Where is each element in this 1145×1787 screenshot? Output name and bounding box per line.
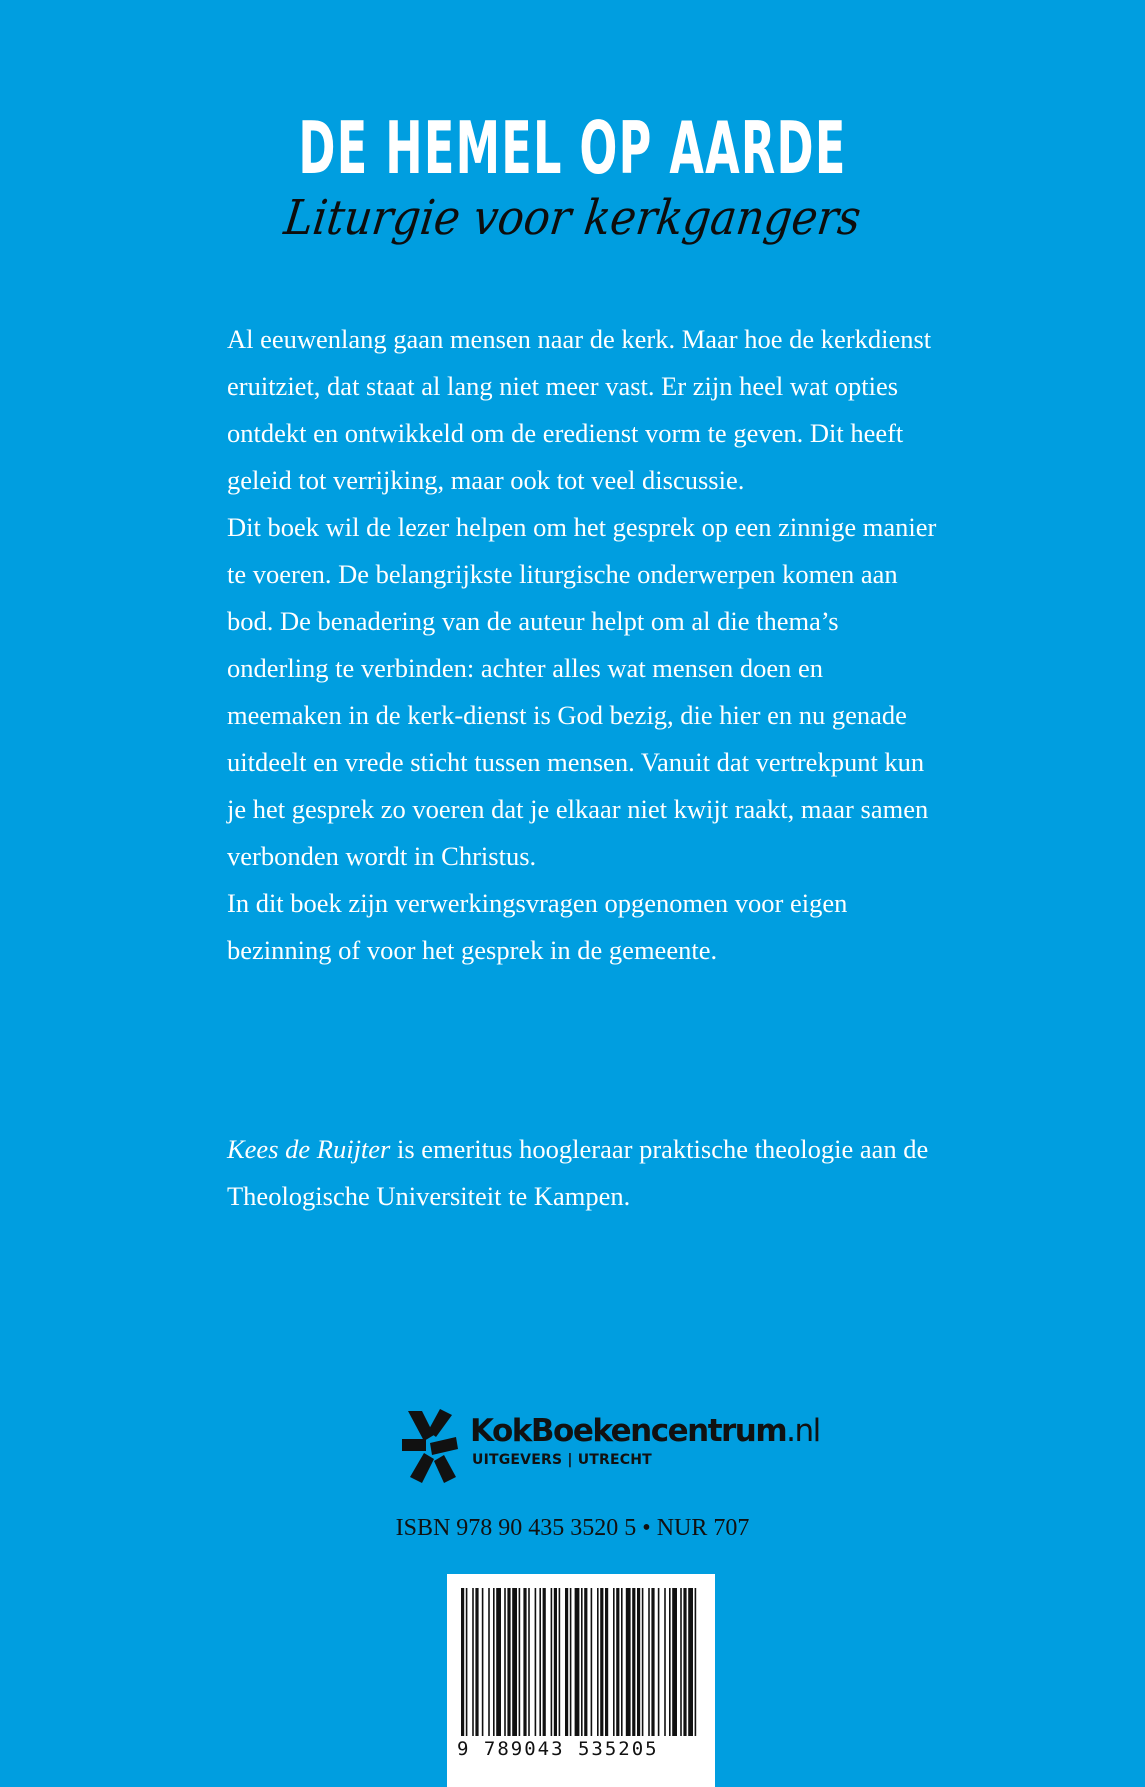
blurb-paragraph: Al eeuwenlang gaan mensen naar de kerk. Maar hoe de kerkdienst eruitziet, dat staat al lang niet meer vast. Er zijn heel wat opties ontdekt en ontwikkeld om de eredienst vorm te geven. Dit heeft geleid tot verrijking, maar ook tot veel discussie.	[227, 324, 932, 495]
barcode	[447, 1574, 715, 1787]
kok-boekencentrum-logo-icon	[400, 1405, 460, 1485]
barcode-digits: 9 789043 535205	[457, 1738, 659, 1760]
book-subtitle: Liturgie voor kerkgangers	[281, 190, 864, 246]
book-title: DE HEMEL OP AARDE	[298, 106, 847, 190]
blurb-paragraph: In dit boek zijn verwerkingsvragen opgenomen voor eigen bezinning of voor het gesprek in de gemeente.	[227, 888, 848, 965]
author-bio	[227, 1126, 947, 1220]
barcode-bars	[459, 1588, 703, 1736]
blurb-paragraph: Dit boek wil de lezer helpen om het gesprek op een zinnige manier te voeren. De belangrijkste liturgische onderwerpen komen aan bod. De benadering van de auteur helpt om al die thema’s onderling te verbinden: achter alles wat mensen doen en meemaken in de kerk-dienst is God bezig, die hier en nu genade uitdeelt en vrede sticht tussen mensen. Vanuit dat vertrekpunt kun je het gesprek zo voeren dat je elkaar niet kwijt raakt, maar samen verbonden wordt in Christus.	[227, 512, 937, 871]
publisher-name: KokBoekencentrum.nl	[470, 1413, 820, 1449]
blurb	[227, 316, 937, 974]
author-bio-text: is emeritus hoogleraar praktische theologie aan de Theologische Universiteit te Kampen.	[227, 1134, 929, 1211]
author-name: Kees de Ruijter	[227, 1134, 391, 1164]
isbn-line: ISBN 978 90 435 3520 5 • NUR 707	[395, 1515, 750, 1541]
publisher-logo	[400, 1405, 820, 1495]
publisher-tagline: UITGEVERS | UTRECHT	[472, 1452, 652, 1468]
